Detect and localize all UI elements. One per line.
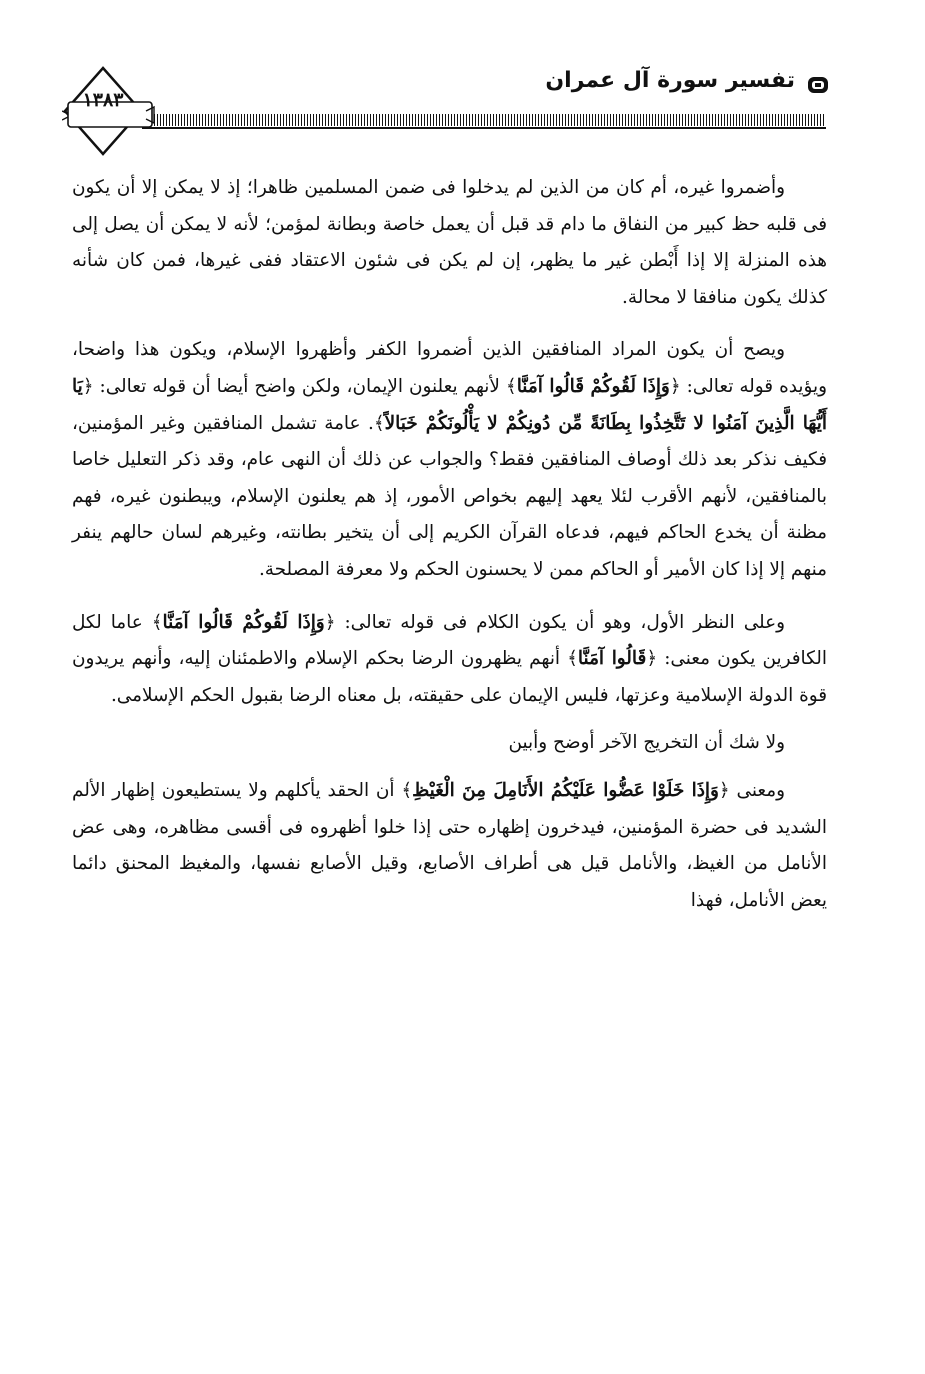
paragraph-4 xyxy=(72,725,827,762)
quran-verse xyxy=(401,780,729,801)
verse-text: وَإِذَا لَقُوكُمْ قَالُوا آمَنَّا xyxy=(162,611,325,633)
text-span: وعلى النظر الأول، وهو أن يكون الكلام فى قوله تعالى: xyxy=(335,611,785,633)
bracket-close: ﴾ xyxy=(567,648,578,670)
ornament-icon xyxy=(807,74,829,96)
verse-text: وَإِذَا خَلَوْا عَضُّوا عَلَيْكُمُ الأَنَامِلَ مِنَ الْغَيْظِ xyxy=(412,779,719,801)
verse-text: يَا أَيُّهَا الَّذِينَ آمَنُوا لا تَتَّخِذُوا بِطَانَةً مِّن دُونِكُمْ لا يَأْلُونَكُمْ خَبَالاً xyxy=(72,375,827,434)
bracket-close: ﴾ xyxy=(373,412,385,434)
page-number: ١٣٨٣ xyxy=(82,89,124,111)
header-rule xyxy=(142,127,826,129)
text-span: أنهم يظهرون الرضا بحكم الإسلام والاطمئنان إليه، وأنهم يريدون قوة الدولة الإسلامية وعزتها، فليس الإيمان على حقيقته، بل معناه الرضا بقبول الحكم الإسلامى. xyxy=(72,648,827,706)
text-span: وأضمروا غيره، أم كان من الذين لم يدخلوا فى ضمن المسلمين ظاهرا؛ إذ لا يمكن إلا أن يكون فى قلبه حظ كبير من النفاق ما دام قد قبل أن يعمل خاصة وبطانة لمؤمن؛ لأنه لا يمكن أن يصل إلى هذه المنزلة إلا إذا أَبْطن غير ما يظهر، إن لم يكن فى شئون الاعتقاد ففى غيرها، فمن كان شأنه كذلك يكون منافقا لا محالة. xyxy=(72,177,827,308)
page-number-badge xyxy=(62,65,158,161)
quran-verse xyxy=(567,648,657,669)
header-rule-ornament xyxy=(142,114,826,126)
paragraph-1 xyxy=(72,170,827,316)
quran-verse xyxy=(506,376,681,397)
verse-text: قَالُوا آمَنَّا xyxy=(577,648,647,670)
paragraph-2 xyxy=(72,332,827,588)
running-title: تفسير سورة آل عمران xyxy=(545,68,795,93)
text-span: ولا شك أن التخريج الآخر أوضح وأبين xyxy=(508,732,785,754)
paragraph-5 xyxy=(72,773,827,919)
bracket-open: ﴿ xyxy=(646,648,658,670)
bracket-close: ﴾ xyxy=(401,779,413,801)
text-span: ويصح أن يكون المراد المنافقين الذين أضمروا الكفر وأظهروا الإسلام، ويكون هذا واضحا، ويؤيده قوله تعالى: xyxy=(72,339,827,397)
bracket-open: ﴿ xyxy=(718,779,730,801)
bracket-close: ﴾ xyxy=(151,611,163,633)
text-span: عاما لكل الكافرين يكون معنى: xyxy=(72,611,827,670)
text-span: أن الحقد يأكلهم ولا يستطيعون إظهار الألم الشديد فى حضرة المؤمنين، فيدخرون إظهاره حتى إذا خلوا أظهروه فى أقسى مظاهره، وهى عض الأنامل من الغيظ، والأنامل قيل هى أطراف الأصابع، وقيل الأصابع نفسها، والمغيظ المحنق دائما يعض الأنامل، فهذا xyxy=(72,779,827,911)
verse-text: وَإِذَا لَقُوكُمْ قَالُوا آمَنَّا xyxy=(516,375,670,397)
page-header xyxy=(0,0,925,170)
bracket-open: ﴿ xyxy=(82,375,94,397)
bracket-open: ﴿ xyxy=(669,375,681,397)
bracket-close: ﴾ xyxy=(505,375,517,397)
text-span: ومعنى xyxy=(729,779,785,801)
text-span: لأنهم يعلنون الإيمان، ولكن واضح أيضا أن قوله تعالى: xyxy=(93,375,506,397)
quran-verse xyxy=(152,612,336,633)
bracket-open: ﴿ xyxy=(324,611,336,633)
text-span: . عامة تشمل المنافقين وغير المؤمنين، فكيف نذكر بعد ذلك أوصاف المنافقين فقط؟ والجواب عن ذلك أن النهى عام، وقد ذكر التعليل خاصا بالمنافقين، لأنهم الأقرب لئلا يعهد إليهم بخواص الأمور، إذ هم يعلنون الإسلام، ويبطنون غيره، فهم مظنة أن يخدع الحاكم فيهم، فدعاه القرآن الكريم إلى أن يتخير بطانته، وغيرهم لسان حالهم ينفر منهم إلا إذا كان الأمير أو الحاكم ممن لا يحسنون الحكم ولا معرفة المصلحة. xyxy=(72,412,827,580)
paragraph-3 xyxy=(72,605,827,715)
body-text xyxy=(72,170,827,919)
